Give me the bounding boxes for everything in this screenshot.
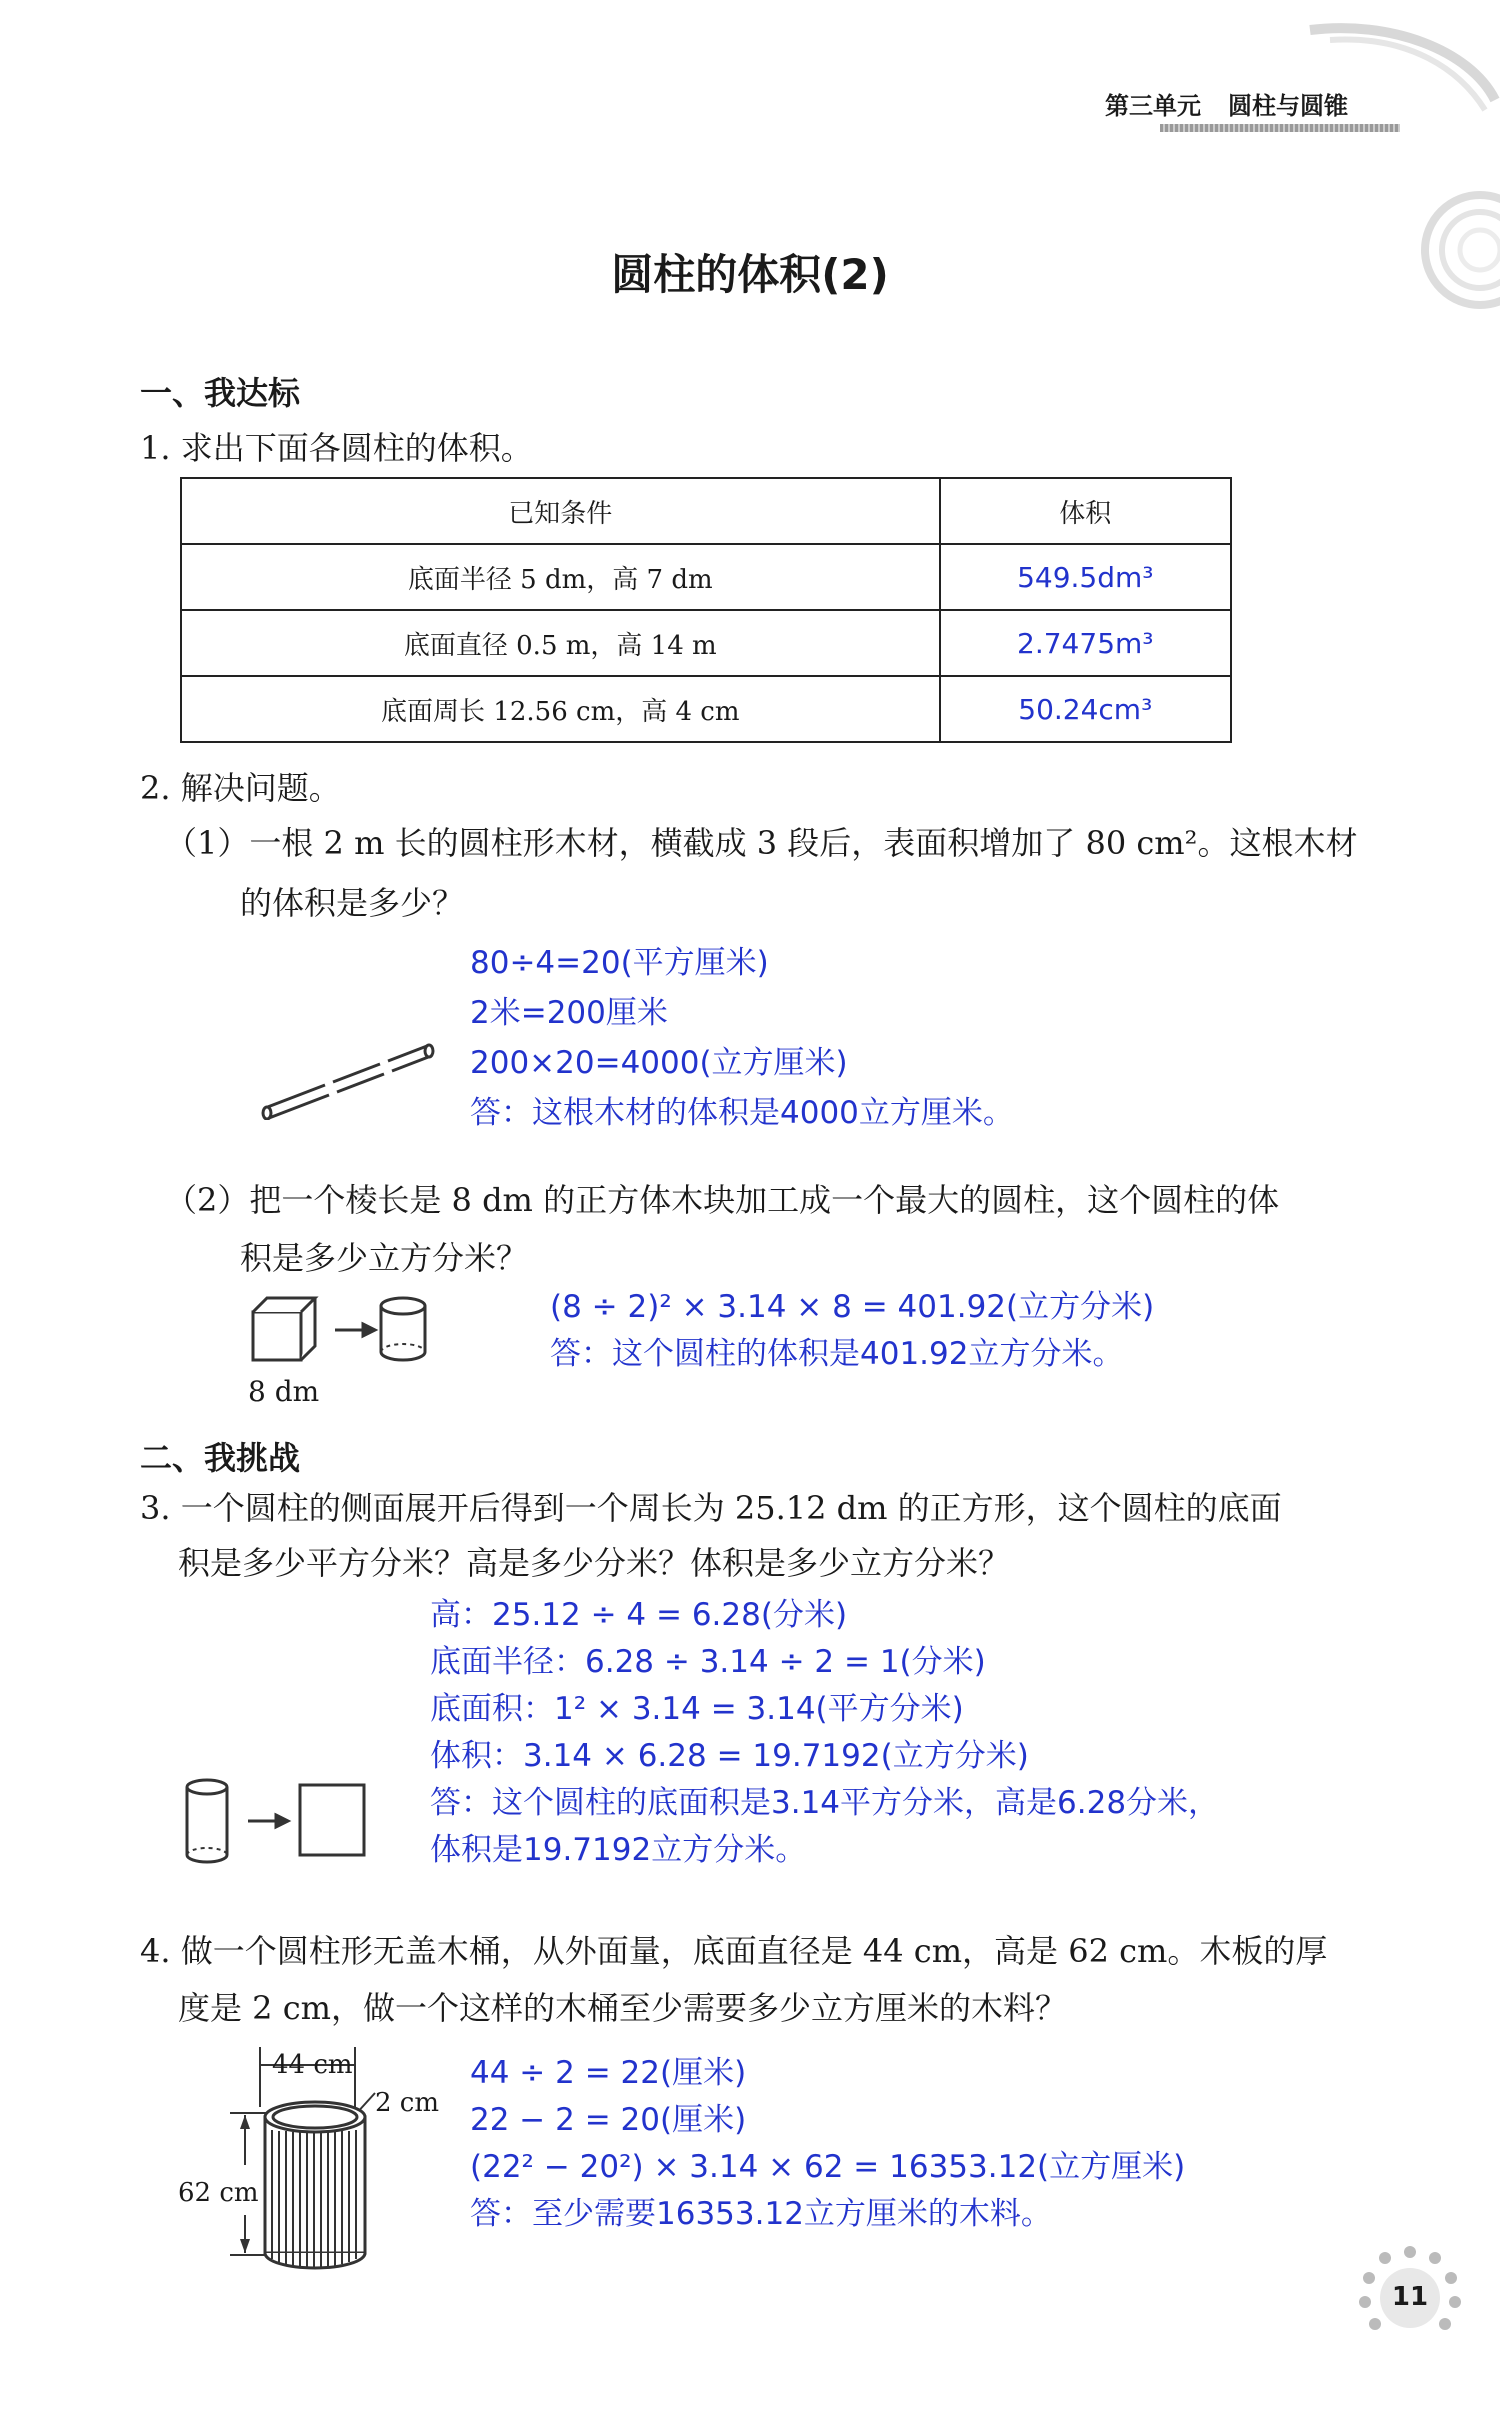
q2-p2-line2: 积是多少立方分米？ bbox=[240, 1239, 529, 1277]
answer-line: 答：这根木材的体积是4000立方厘米。 bbox=[470, 1095, 1014, 1131]
answer-line: 高：25.12 ÷ 4 = 6.28(分米) bbox=[430, 1597, 848, 1633]
barrel-figure bbox=[200, 2045, 470, 2285]
wood-logs-figure bbox=[255, 1030, 445, 1120]
cylinder-to-square-figure bbox=[180, 1775, 380, 1875]
q3-answers bbox=[430, 1592, 1219, 1874]
barrel-height-label: 62 cm bbox=[178, 2178, 259, 2208]
barrel-diameter-label: 44 cm bbox=[272, 2050, 353, 2080]
table-header-cell: 体积 bbox=[940, 478, 1231, 544]
header-topic: 圆柱与圆锥 bbox=[1228, 92, 1348, 120]
answer-line: 答：这个圆柱的底面积是3.14平方分米，高是6.28分米， bbox=[430, 1785, 1220, 1821]
table-row bbox=[181, 676, 1231, 742]
answer-line: 答：至少需要16353.12立方厘米的木料。 bbox=[470, 2196, 1052, 2232]
cube-to-cylinder-figure bbox=[245, 1290, 445, 1370]
section-heading-2: 二、我挑战 bbox=[140, 1439, 301, 1477]
section-heading-1: 一、我达标 bbox=[140, 374, 301, 412]
q4-line2: 度是 2 cm，做一个这样的木桶至少需要多少立方厘米的木料？ bbox=[178, 1989, 1067, 2027]
table-cell-answer: 2.7475m³ bbox=[940, 610, 1231, 676]
header-unit: 第三单元 bbox=[1105, 92, 1201, 120]
volume-table bbox=[180, 477, 1232, 743]
q4-line1: 4. 做一个圆柱形无盖木桶，从外面量，底面直径是 44 cm，高是 62 cm。木板的厚 bbox=[140, 1932, 1328, 1970]
page-number: 11 bbox=[1391, 2282, 1429, 2312]
table-cell-answer: 549.5dm³ bbox=[940, 544, 1231, 610]
q2-p1-line2: 的体积是多少？ bbox=[240, 884, 465, 922]
barrel-thickness-label: 2 cm bbox=[375, 2088, 440, 2118]
answer-line: (8 ÷ 2)² × 3.14 × 8 = 401.92(立方分米) bbox=[550, 1289, 1155, 1325]
answer-line: 体积：3.14 × 6.28 = 19.7192(立方分米) bbox=[430, 1738, 1029, 1774]
q3-line1: 3. 一个圆柱的侧面展开后得到一个周长为 25.12 dm 的正方形，这个圆柱的底面 bbox=[140, 1489, 1282, 1527]
table-header-cell: 已知条件 bbox=[181, 478, 940, 544]
q2-prompt: 2. 解决问题。 bbox=[140, 769, 341, 807]
q2-p1-answers bbox=[470, 938, 1014, 1138]
table-cell-condition: 底面半径 5 dm，高 7 dm bbox=[181, 544, 940, 610]
answer-line: 底面半径：6.28 ÷ 3.14 ÷ 2 = 1(分米) bbox=[430, 1644, 986, 1680]
answer-line: (22² − 20²) × 3.14 × 62 = 16353.12(立方厘米) bbox=[470, 2149, 1186, 2185]
answer-line: 80÷4=20(平方厘米) bbox=[470, 945, 769, 981]
table-cell-answer: 50.24cm³ bbox=[940, 676, 1231, 742]
q2-p1-line1: （1）一根 2 m 长的圆柱形木材，横截成 3 段后，表面积增加了 80 cm²。这根木材 bbox=[165, 824, 1358, 862]
answer-line: 底面积：1² × 3.14 = 3.14(平方分米) bbox=[430, 1691, 964, 1727]
answer-line: 200×20=4000(立方厘米) bbox=[470, 1045, 848, 1081]
answer-line: 答：这个圆柱的体积是401.92立方分米。 bbox=[550, 1336, 1124, 1372]
header-rule bbox=[1160, 124, 1400, 132]
cube-size-label: 8 dm bbox=[248, 1375, 320, 1408]
q2-p2-line1: （2）把一个棱长是 8 dm 的正方体木块加工成一个最大的圆柱，这个圆柱的体 bbox=[165, 1181, 1280, 1219]
q4-answers bbox=[470, 2050, 1185, 2238]
answer-line: 44 ÷ 2 = 22(厘米) bbox=[470, 2055, 747, 2091]
answer-line: 22 − 2 = 20(厘米) bbox=[470, 2102, 747, 2138]
answer-line: 体积是19.7192立方分米。 bbox=[430, 1832, 807, 1868]
q2-p2-answers bbox=[550, 1284, 1154, 1378]
answer-line: 2米=200厘米 bbox=[470, 995, 668, 1031]
q3-line2: 积是多少平方分米？高是多少分米？体积是多少立方分米？ bbox=[178, 1544, 1011, 1582]
page-title: 圆柱的体积(2) bbox=[611, 250, 889, 299]
table-cell-condition: 底面周长 12.56 cm，高 4 cm bbox=[181, 676, 940, 742]
table-cell-condition: 底面直径 0.5 m，高 14 m bbox=[181, 610, 940, 676]
table-header-row bbox=[181, 478, 1231, 544]
q1-prompt: 1. 求出下面各圆柱的体积。 bbox=[140, 429, 533, 467]
table-row bbox=[181, 544, 1231, 610]
table-row bbox=[181, 610, 1231, 676]
